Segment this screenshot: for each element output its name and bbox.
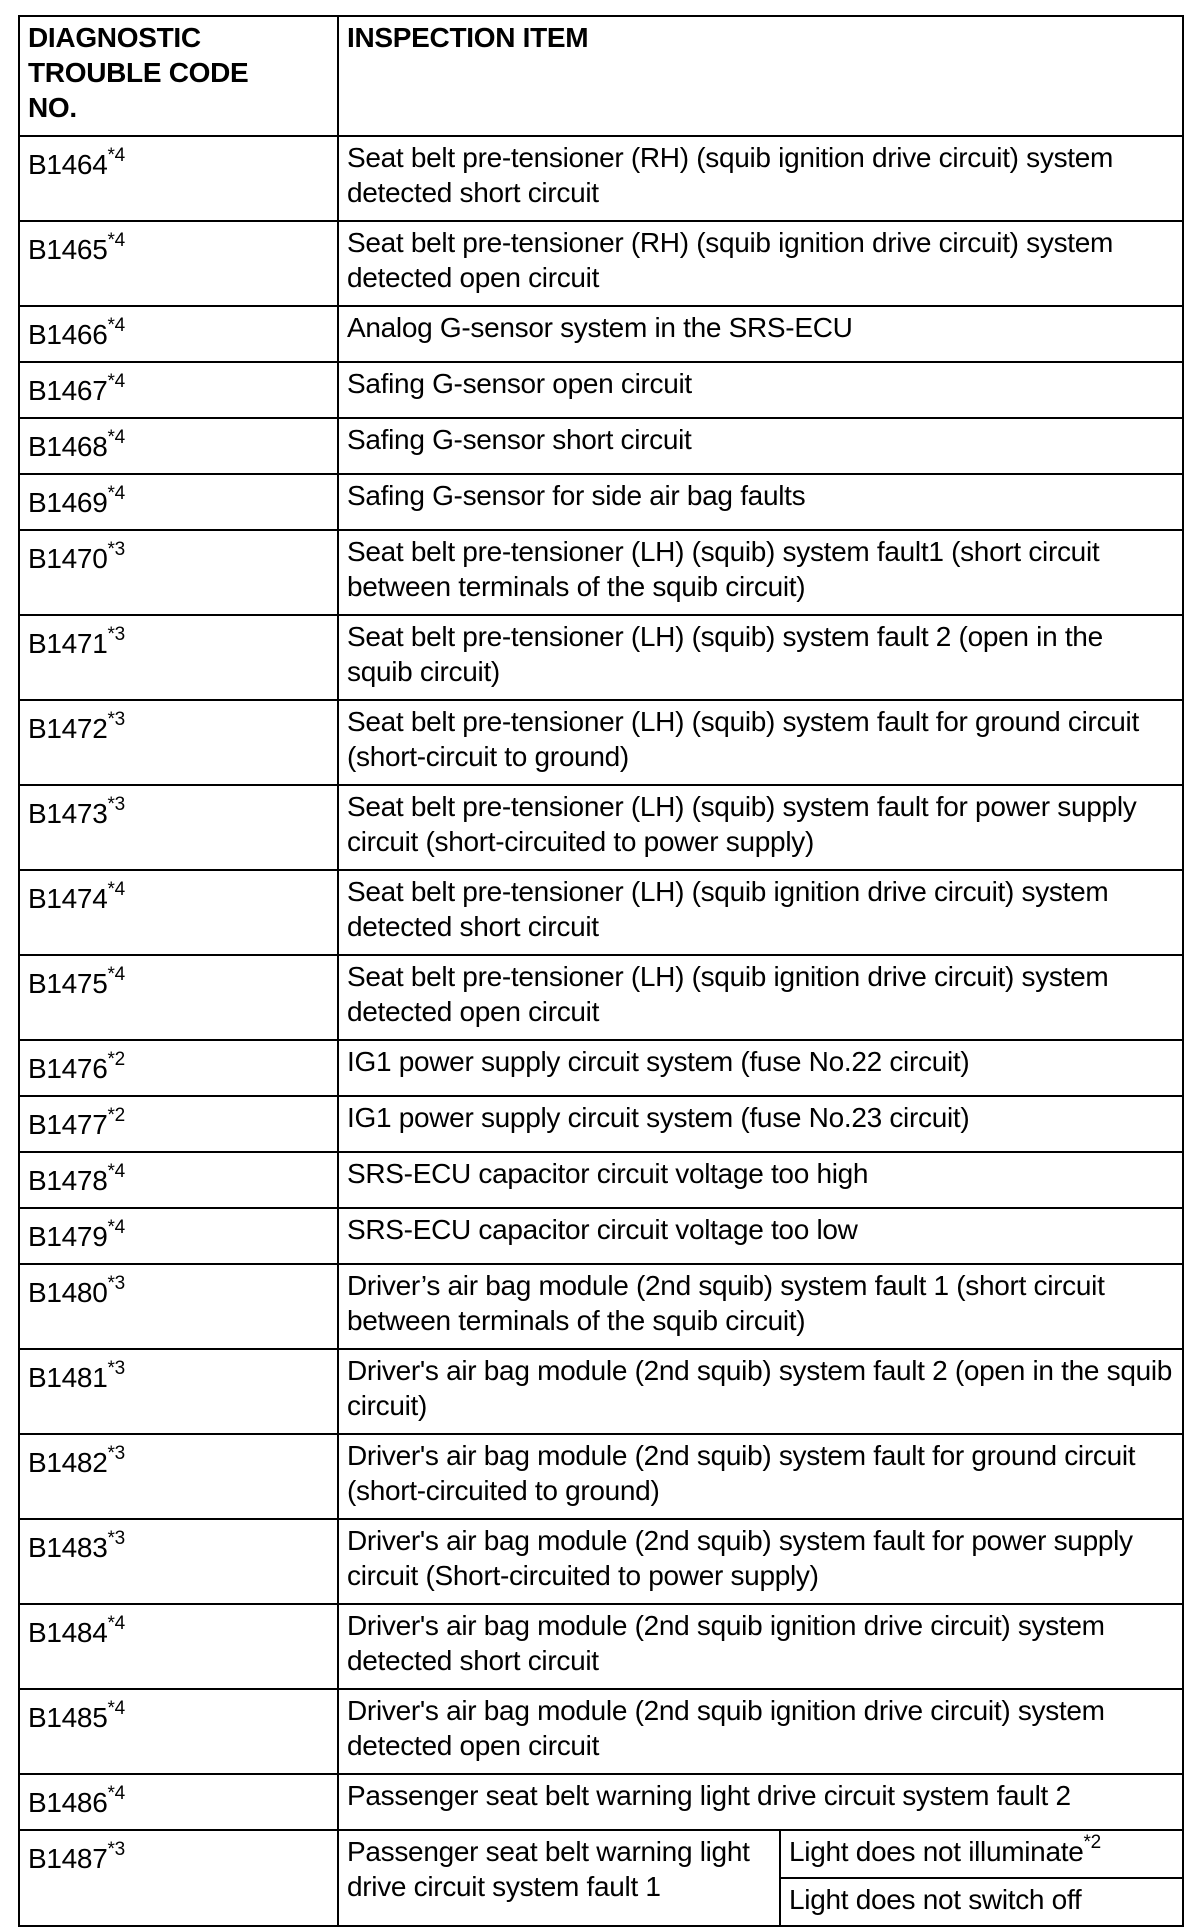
code-text: B1478 [28, 1165, 108, 1196]
code-cell [19, 1349, 338, 1434]
item-cell: Analog G-sensor system in the SRS-ECU [338, 306, 1183, 362]
code-cell [19, 1096, 338, 1152]
table-row-last-a [19, 1830, 1183, 1878]
code-text: B1477 [28, 1109, 108, 1140]
footnote-mark: *4 [107, 314, 125, 336]
code-text: B1464 [28, 149, 108, 180]
footnote-mark: *3 [107, 538, 125, 560]
table-row [19, 1264, 1183, 1349]
code-text: B1484 [28, 1617, 108, 1648]
code-text: B1471 [28, 628, 108, 659]
table-row [19, 1689, 1183, 1774]
item-cell: Driver's air bag module (2nd squib) system fault 2 (open in the squib circuit) [338, 1349, 1183, 1434]
footnote-mark: *3 [107, 1442, 125, 1464]
footnote-mark: *4 [107, 426, 125, 448]
table-row [19, 136, 1183, 221]
code-cell [19, 1604, 338, 1689]
code-text: B1480 [28, 1277, 108, 1308]
footnote-mark: *3 [107, 793, 125, 815]
code-cell [19, 306, 338, 362]
code-cell [19, 1774, 338, 1830]
footnote-mark: *4 [107, 144, 125, 166]
footnote-mark: *3 [107, 1838, 125, 1860]
code-cell [19, 1434, 338, 1519]
item-cell: SRS-ECU capacitor circuit voltage too high [338, 1152, 1183, 1208]
code-text: B1487 [28, 1843, 108, 1874]
item-cell: Driver's air bag module (2nd squib ignition drive circuit) system detected short circuit [338, 1604, 1183, 1689]
item-cell: Driver’s air bag module (2nd squib) system fault 1 (short circuit between terminals of the squib circuit) [338, 1264, 1183, 1349]
code-cell [19, 955, 338, 1040]
code-cell [19, 870, 338, 955]
table-body [19, 136, 1183, 1926]
table-row [19, 530, 1183, 615]
code-cell [19, 474, 338, 530]
item-cell: Seat belt pre-tensioner (LH) (squib) system fault for ground circuit (short-circuit to ground) [338, 700, 1183, 785]
item-cell: Driver's air bag module (2nd squib ignition drive circuit) system detected open circuit [338, 1689, 1183, 1774]
code-text: B1473 [28, 798, 108, 829]
footnote-mark: *4 [107, 1697, 125, 1719]
item-cell: Seat belt pre-tensioner (LH) (squib) system fault 2 (open in the squib circuit) [338, 615, 1183, 700]
header-code: DIAGNOSTIC TROUBLE CODE NO. [19, 16, 338, 136]
item-cell: Driver's air bag module (2nd squib) system fault for power supply circuit (Short-circuited to power supply) [338, 1519, 1183, 1604]
code-text: B1469 [28, 487, 108, 518]
code-cell [19, 1830, 338, 1926]
table-row [19, 785, 1183, 870]
item-cell: Seat belt pre-tensioner (LH) (squib ignition drive circuit) system detected short circuit [338, 870, 1183, 955]
item-cell: Passenger seat belt warning light drive circuit system fault 2 [338, 1774, 1183, 1830]
table-row [19, 1774, 1183, 1830]
footnote-mark: *3 [107, 623, 125, 645]
table-row [19, 700, 1183, 785]
code-text: B1475 [28, 968, 108, 999]
table-header-row [19, 16, 1183, 136]
code-cell [19, 1152, 338, 1208]
footnote-mark: *4 [107, 1782, 125, 1804]
code-cell [19, 221, 338, 306]
footnote-mark: *4 [107, 229, 125, 251]
table-row [19, 418, 1183, 474]
table-row [19, 1040, 1183, 1096]
code-text: B1485 [28, 1702, 108, 1733]
header-inspection-item: INSPECTION ITEM [338, 16, 1183, 136]
code-cell [19, 1040, 338, 1096]
code-cell [19, 1208, 338, 1264]
sub-item-cell [780, 1830, 1183, 1878]
table-row [19, 1434, 1183, 1519]
item-cell: Seat belt pre-tensioner (LH) (squib) system fault for power supply circuit (short-circuited to power supply) [338, 785, 1183, 870]
footnote-mark: *4 [107, 878, 125, 900]
item-cell: Driver's air bag module (2nd squib) system fault for ground circuit (short-circuited to ground) [338, 1434, 1183, 1519]
code-text: B1468 [28, 431, 108, 462]
table-row [19, 955, 1183, 1040]
table-row [19, 1096, 1183, 1152]
code-text: B1486 [28, 1787, 108, 1818]
item-cell: Safing G-sensor short circuit [338, 418, 1183, 474]
code-text: B1481 [28, 1362, 108, 1393]
item-cell: Passenger seat belt warning light drive circuit system fault 1 [338, 1830, 780, 1926]
footnote-mark: *2 [1083, 1831, 1101, 1853]
footnote-mark: *4 [107, 1612, 125, 1634]
code-text: B1470 [28, 543, 108, 574]
footnote-mark: *2 [107, 1048, 125, 1070]
footnote-mark: *2 [107, 1104, 125, 1126]
footnote-mark: *3 [107, 1527, 125, 1549]
item-cell: Seat belt pre-tensioner (RH) (squib ignition drive circuit) system detected open circuit [338, 221, 1183, 306]
item-cell: IG1 power supply circuit system (fuse No.23 circuit) [338, 1096, 1183, 1152]
footnote-mark: *3 [107, 1357, 125, 1379]
sub-item-text: Light does not illuminate [789, 1836, 1084, 1867]
table-row [19, 1519, 1183, 1604]
footnote-mark: *4 [107, 370, 125, 392]
table-row [19, 1208, 1183, 1264]
item-cell: SRS-ECU capacitor circuit voltage too low [338, 1208, 1183, 1264]
code-text: B1483 [28, 1532, 108, 1563]
table-row [19, 306, 1183, 362]
code-text: B1465 [28, 234, 108, 265]
code-cell [19, 1519, 338, 1604]
code-cell [19, 418, 338, 474]
footnote-mark: *3 [107, 1272, 125, 1294]
code-text: B1466 [28, 319, 108, 350]
code-cell [19, 1264, 338, 1349]
footnote-mark: *4 [107, 1216, 125, 1238]
code-text: B1467 [28, 375, 108, 406]
table-row [19, 1604, 1183, 1689]
code-text: B1472 [28, 713, 108, 744]
code-cell [19, 1689, 338, 1774]
sub-item-cell: Light does not switch off [780, 1878, 1183, 1926]
footnote-mark: *3 [107, 708, 125, 730]
item-cell: Safing G-sensor for side air bag faults [338, 474, 1183, 530]
table-row [19, 474, 1183, 530]
code-cell [19, 785, 338, 870]
item-cell: Seat belt pre-tensioner (RH) (squib ignition drive circuit) system detected short circuit [338, 136, 1183, 221]
table-row [19, 870, 1183, 955]
code-cell [19, 530, 338, 615]
table-row [19, 1349, 1183, 1434]
code-cell [19, 615, 338, 700]
code-text: B1479 [28, 1221, 108, 1252]
code-text: B1474 [28, 883, 108, 914]
code-cell [19, 362, 338, 418]
code-text: B1476 [28, 1053, 108, 1084]
table-row [19, 221, 1183, 306]
code-text: B1482 [28, 1447, 108, 1478]
item-cell: Seat belt pre-tensioner (LH) (squib ignition drive circuit) system detected open circuit [338, 955, 1183, 1040]
footnote-mark: *4 [107, 1160, 125, 1182]
table-row [19, 1152, 1183, 1208]
table-row [19, 362, 1183, 418]
item-cell: Safing G-sensor open circuit [338, 362, 1183, 418]
item-cell: Seat belt pre-tensioner (LH) (squib) system fault1 (short circuit between terminals of the squib circuit) [338, 530, 1183, 615]
item-cell: IG1 power supply circuit system (fuse No.22 circuit) [338, 1040, 1183, 1096]
code-cell [19, 136, 338, 221]
footnote-mark: *4 [107, 963, 125, 985]
footnote-mark: *4 [107, 482, 125, 504]
table-row [19, 615, 1183, 700]
code-cell [19, 700, 338, 785]
dtc-table [18, 15, 1184, 1927]
